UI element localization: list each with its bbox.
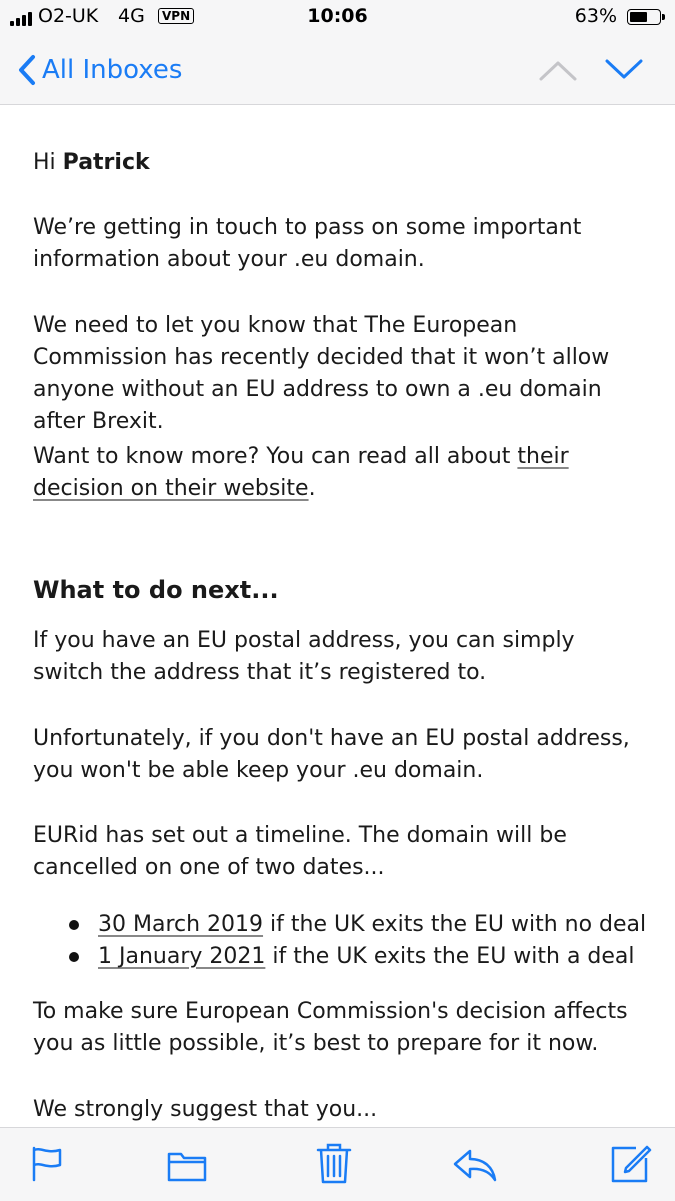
decision-link[interactable]: their decision on their website [33, 444, 569, 501]
back-label: All Inboxes [42, 55, 183, 85]
paragraph-switch-address: If you have an EU postal address, you can simply switch the address that it’s registered to. [33, 628, 575, 685]
bottom-toolbar [0, 1127, 675, 1201]
bullet-text: if the UK exits the EU with a deal [265, 944, 635, 969]
paragraph-no-address: Unfortunately, if you don't have an EU postal address, you won't be able keep your .eu domain. [33, 726, 630, 783]
paragraph-more-info [33, 441, 648, 505]
date-link[interactable]: 30 March 2019 [98, 912, 264, 937]
bullet-icon [69, 920, 79, 930]
network-type: 4G [118, 5, 145, 27]
more-info-period: . [308, 476, 316, 501]
list-item [33, 909, 648, 941]
vpn-badge: VPN [158, 8, 194, 24]
paragraph-prepare: To make sure European Commission's decision affects you as little possible, it’s best to prepare for it now. [33, 999, 628, 1056]
battery-icon [627, 9, 661, 25]
paragraph-intro: We’re getting in touch to pass on some important information about your .eu domain. [33, 215, 582, 272]
greeting [33, 147, 648, 179]
reply-icon[interactable] [452, 1148, 498, 1182]
clock: 10:06 [307, 5, 368, 27]
section-heading: What to do next... [33, 576, 279, 604]
greeting-prefix: Hi [33, 150, 63, 175]
previous-message-icon[interactable] [538, 55, 578, 85]
paragraph-suggest: We strongly suggest that you... [33, 1097, 378, 1122]
folder-icon[interactable] [167, 1150, 207, 1182]
top-bar [0, 0, 675, 105]
back-button[interactable] [18, 50, 182, 90]
recipient-name: Patrick [62, 150, 150, 175]
compose-icon[interactable] [610, 1142, 652, 1184]
status-bar [0, 0, 675, 34]
date-link[interactable]: 1 January 2021 [98, 944, 266, 969]
chevron-left-icon [18, 54, 36, 86]
timeline-list [33, 909, 648, 973]
trash-icon[interactable] [316, 1142, 352, 1184]
carrier-name: O2-UK [38, 5, 99, 27]
more-info-text: Want to know more? You can read all about [33, 444, 518, 469]
paragraph-commission: We need to let you know that The European Commission has recently decided that it won’t allow anyone without an EU address to own a .eu domain after Brexit. [33, 313, 610, 434]
bullet-icon [69, 952, 79, 962]
list-item [33, 941, 648, 973]
battery-percent: 63% [574, 5, 617, 27]
paragraph-timeline: EURid has set out a timeline. The domain will be cancelled on one of two dates... [33, 823, 567, 880]
next-message-icon[interactable] [604, 55, 644, 85]
flag-icon[interactable] [30, 1146, 64, 1182]
bullet-text: if the UK exits the EU with no deal [263, 912, 647, 937]
